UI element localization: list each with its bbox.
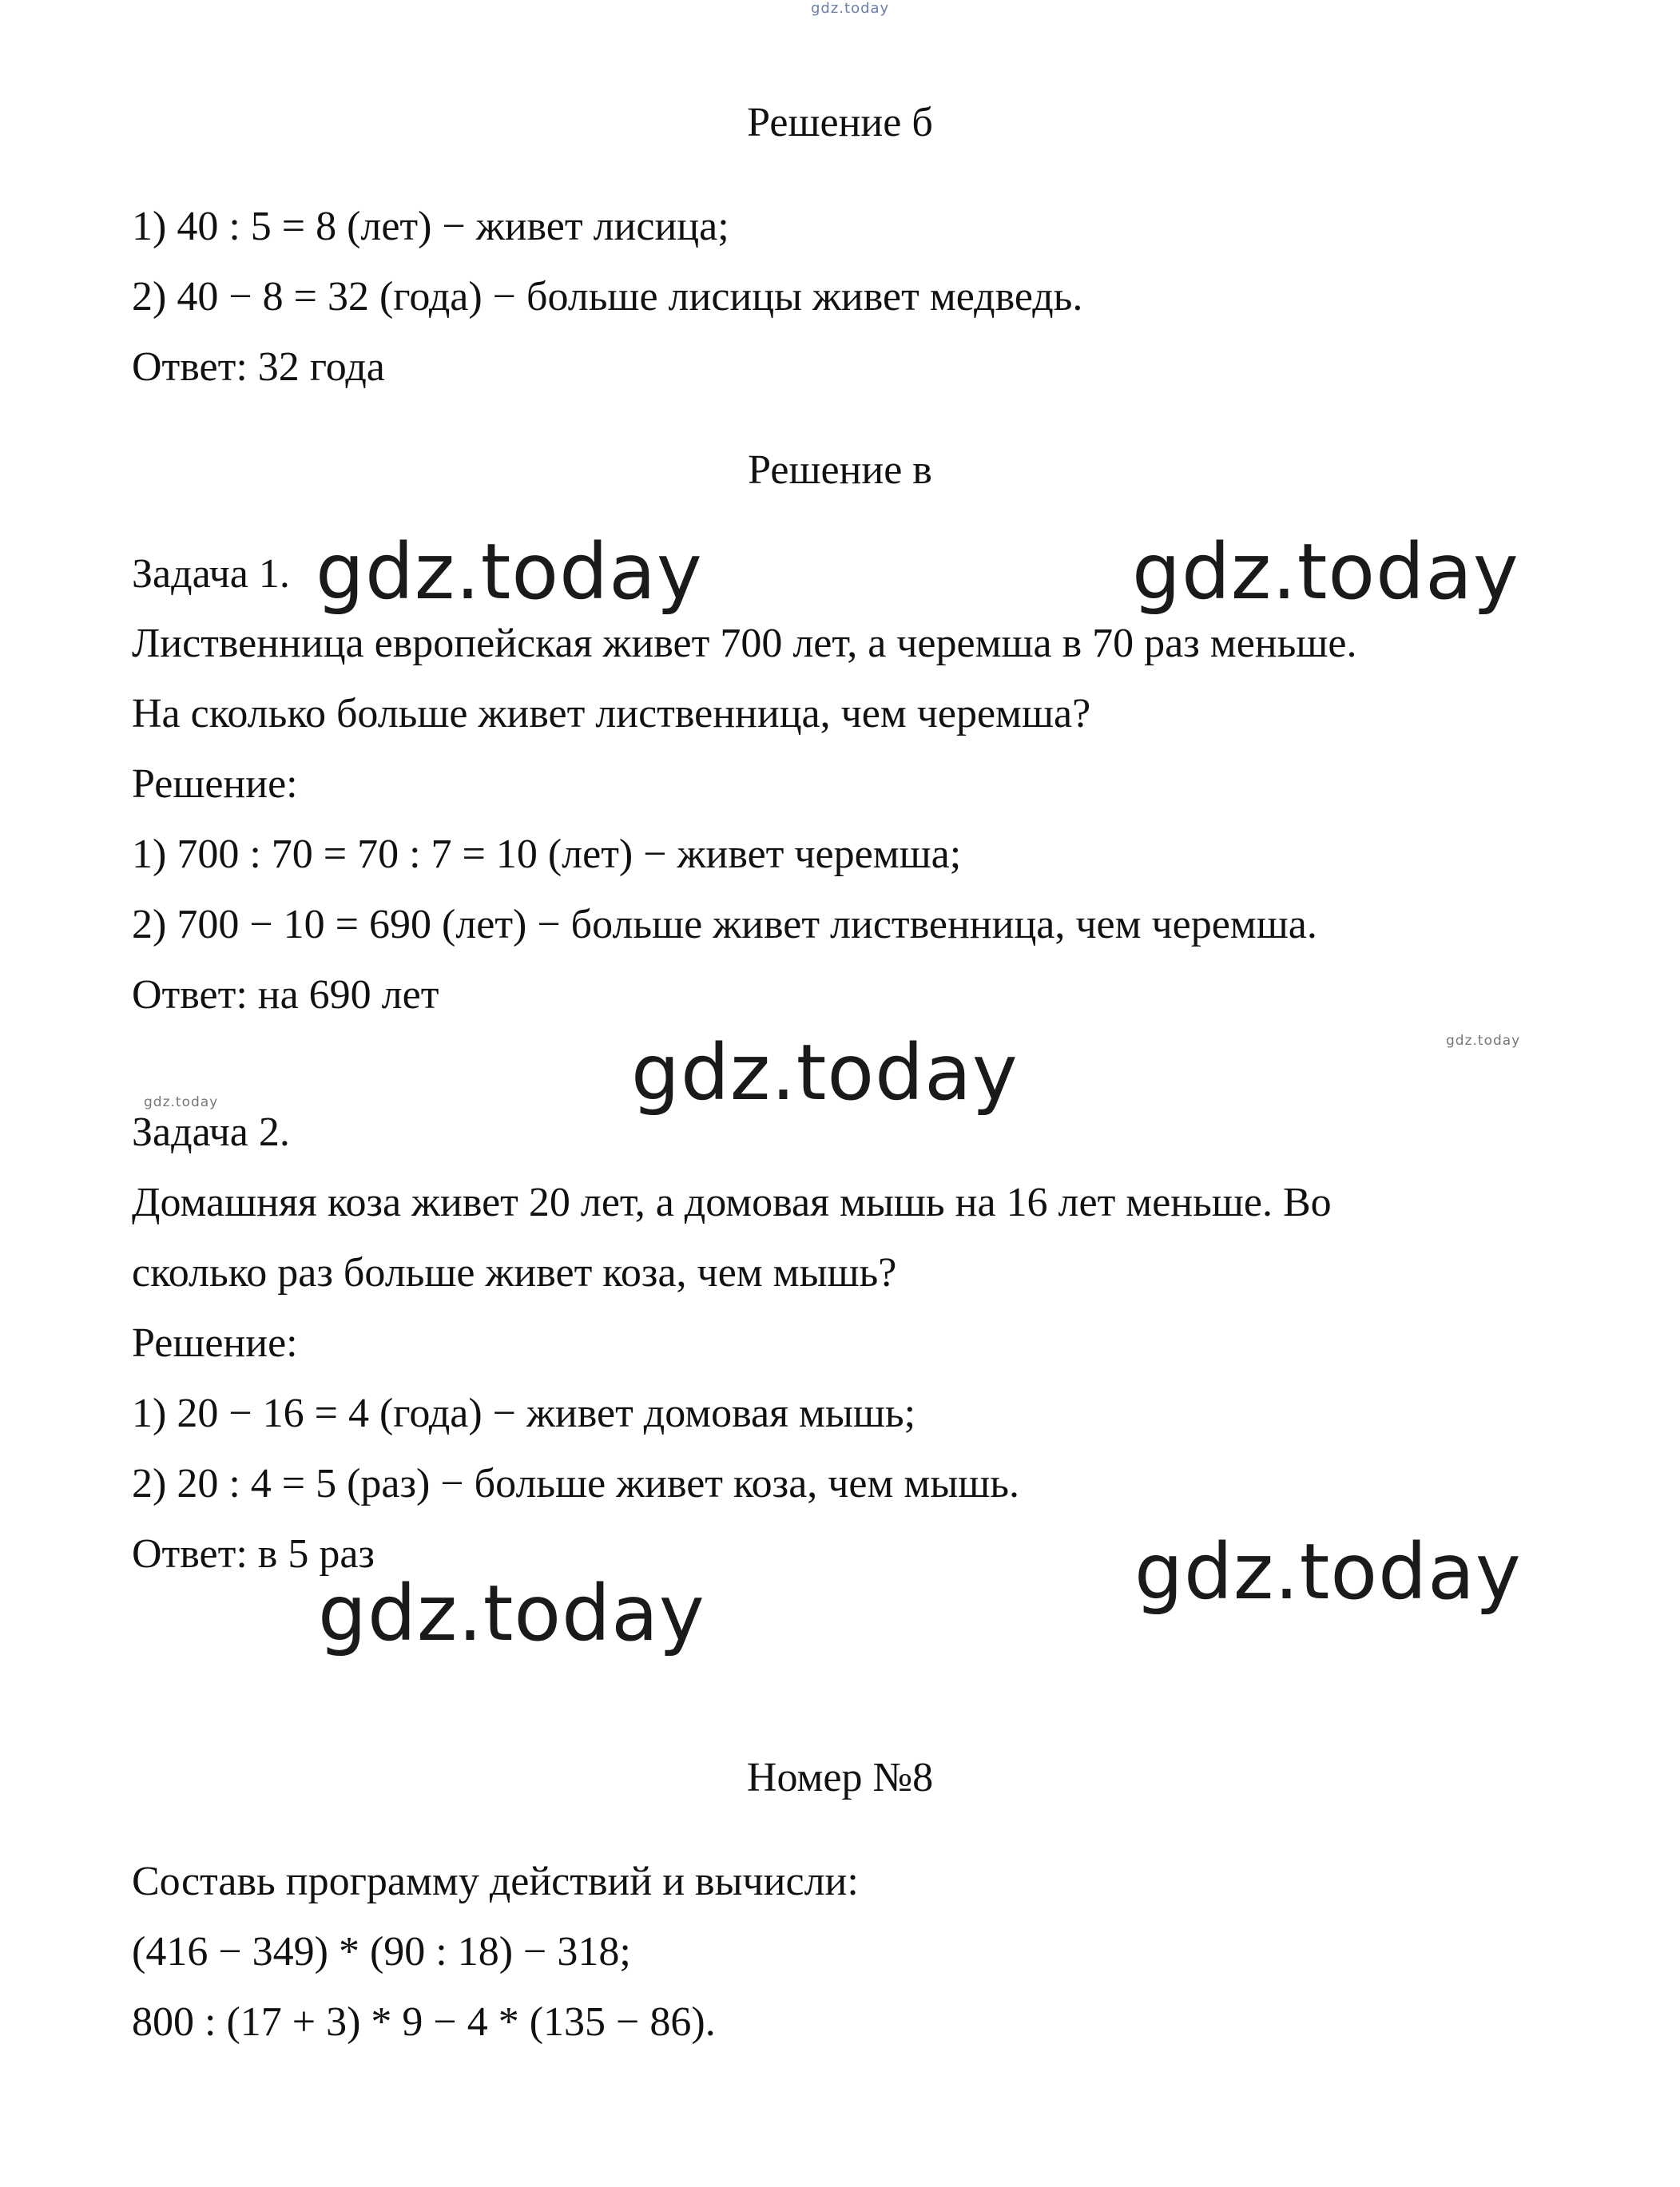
watermark-small: gdz.today — [1446, 1033, 1521, 1049]
task-1-step-2: 2) 700 − 10 = 690 (лет) − больше живет лиственница, чем черемша. — [132, 902, 1317, 947]
task-1-solution-label: Решение: — [132, 761, 298, 807]
watermark-large: gdz.today — [631, 1028, 1019, 1117]
task-2-step-1: 1) 20 − 16 = 4 (года) − живет домовая мышь; — [132, 1391, 916, 1436]
task-1-line-1: Лиственница европейская живет 700 лет, а черемша в 70 раз меньше. — [132, 621, 1357, 666]
task-2-line-1: Домашняя коза живет 20 лет, а домовая мышь на 16 лет меньше. Во — [132, 1180, 1332, 1225]
task-1-step-1: 1) 700 : 70 = 70 : 7 = 10 (лет) − живет черемша; — [132, 832, 962, 877]
task-1-line-2: На сколько больше живет лиственница, чем черемша? — [132, 691, 1091, 736]
task-2-title: Задача 2. — [132, 1109, 290, 1155]
watermark-top: gdz.today — [811, 0, 890, 17]
heading-solution-v: Решение в — [748, 447, 932, 493]
number-8-expression-1: (416 − 349) * (90 : 18) − 318; — [132, 1929, 631, 1975]
heading-solution-b: Решение б — [747, 100, 933, 145]
solution-b-line-1: 1) 40 : 5 = 8 (лет) − живет лисица; — [132, 204, 729, 249]
watermark-large: gdz.today — [316, 527, 703, 617]
solution-b-answer: Ответ: 32 года — [132, 344, 385, 390]
number-8-expression-2: 800 : (17 + 3) * 9 − 4 * (135 − 86). — [132, 1999, 716, 2045]
solution-b-line-2: 2) 40 − 8 = 32 (года) − больше лисицы живет медведь. — [132, 274, 1083, 320]
task-1-title: Задача 1. — [132, 551, 290, 597]
task-2-line-2: сколько раз больше живет коза, чем мышь? — [132, 1250, 897, 1296]
task-1-answer: Ответ: на 690 лет — [132, 972, 439, 1018]
heading-number-8: Номер №8 — [746, 1755, 934, 1800]
watermark-large: gdz.today — [1132, 527, 1519, 617]
watermark-small: gdz.today — [144, 1094, 219, 1110]
number-8-instruction: Составь программу действий и вычисли: — [132, 1859, 859, 1904]
task-2-answer: Ответ: в 5 раз — [132, 1531, 375, 1577]
watermark-large: gdz.today — [1134, 1527, 1522, 1617]
watermark-large: gdz.today — [318, 1569, 705, 1658]
task-2-solution-label: Решение: — [132, 1320, 298, 1366]
task-2-step-2: 2) 20 : 4 = 5 (раз) − больше живет коза, чем мышь. — [132, 1461, 1020, 1506]
